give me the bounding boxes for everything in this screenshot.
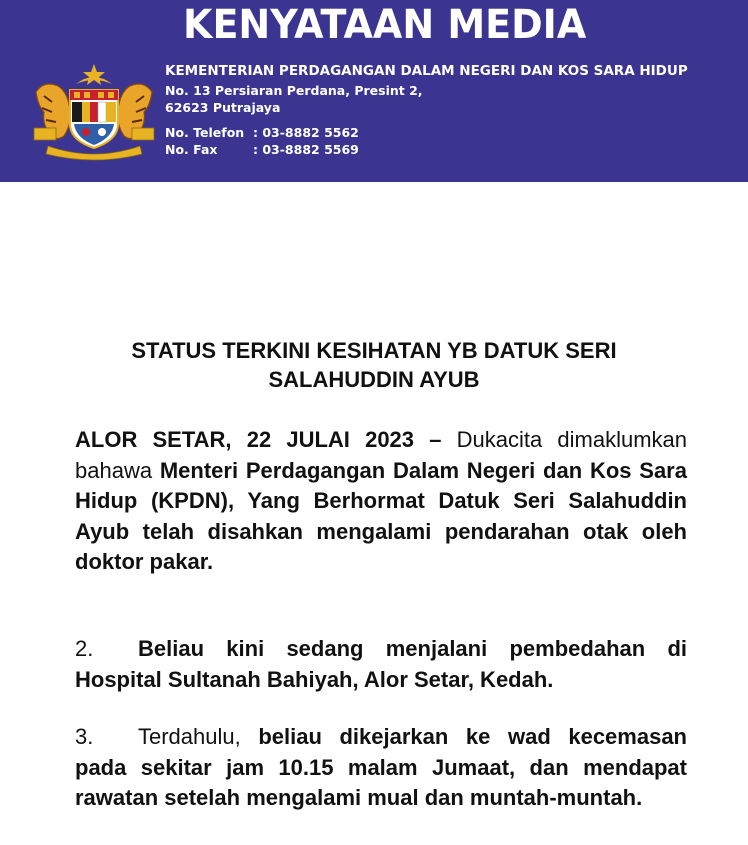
statement-title: STATUS TERKINI KESIHATAN YB DATUK SERI SALAHUDDIN AYUB xyxy=(131,338,617,392)
ministry-name: KEMENTERIAN PERDAGANGAN DALAM NEGERI DAN KOS SARA HIDUP xyxy=(165,63,688,79)
paragraph-3-text: Terdahulu, xyxy=(138,724,259,749)
paragraph-1-text: Dukacita dimaklumkan bahawa xyxy=(75,427,687,483)
paragraph-1-bold: Menteri Perdagangan Dalam Negeri dan Kos Sara Hidup (KPDN), Yang Berhormat Datuk Seri Salahuddin Ayub telah disahkan mengalami pendarahan otak oleh doktor pakar. xyxy=(75,457,687,574)
paragraph-2-number: 2. xyxy=(75,636,94,661)
paragraph-3-bold: beliau dikejarkan ke wad kecemasan pada sekitar jam 10.15 malam Jumaat, dan mendapat rawatan setelah mengalami mual dan muntah-muntah. xyxy=(75,724,687,810)
paragraph-2 xyxy=(75,634,687,695)
address-line-2: 62623 Putrajaya xyxy=(165,100,281,115)
dateline: ALOR SETAR, 22 JULAI 2023 – xyxy=(75,427,442,452)
malaysia-coat-of-arms-icon xyxy=(30,62,158,162)
paragraph-3-number: 3. xyxy=(75,724,94,749)
paragraph-2-bold: Beliau kini sedang menjalani pembedahan di Hospital Sultanah Bahiyah, Alor Setar, Kedah. xyxy=(75,636,687,692)
paragraph-3 xyxy=(75,722,687,814)
phone-row xyxy=(165,125,359,140)
fax-value: : 03-8882 5569 xyxy=(253,142,359,157)
phone-label: No. Telefon xyxy=(165,125,245,140)
address-line-1: No. 13 Persiaran Perdana, Presint 2, xyxy=(165,83,423,98)
fax-label: No. Fax xyxy=(165,142,218,157)
paragraph-1 xyxy=(75,425,687,578)
banner-title: KENYATAAN MEDIA xyxy=(183,2,587,48)
fax-row xyxy=(165,142,359,157)
media-statement-banner xyxy=(0,0,748,182)
phone-value: : 03-8882 5562 xyxy=(253,125,359,140)
